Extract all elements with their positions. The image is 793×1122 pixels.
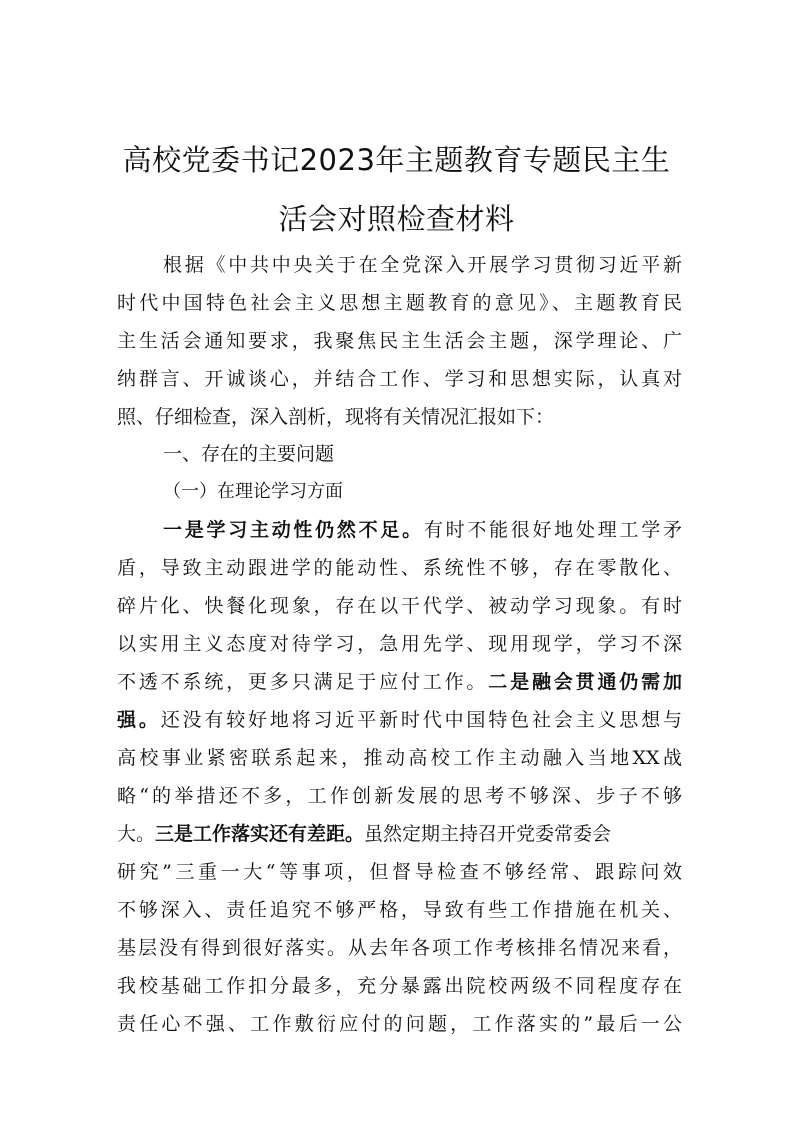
body-line: 略“的举措还不多，工作创新发展的思考不够深、步子不够	[117, 785, 682, 807]
intro-line: 时代中国特色社会主义思想主题教育的意见》、主题教育民	[117, 292, 682, 314]
body-text: 大。	[117, 823, 156, 845]
body-text: 不透不系统，更多只满足于应付工作。	[117, 671, 489, 693]
body-line: 以实用主义态度对待学习，急用先学、现用现学，学习不深	[117, 633, 682, 655]
intro-line: 照、仔细检查，深入剖析，现将有关情况汇报如下：	[117, 406, 555, 428]
point-three-heading: 三是工作落实还有差距。	[155, 823, 365, 845]
body-text: 有时不能很好地处理工学矛	[423, 519, 682, 541]
point-two-heading: 二是融会贯通仍需加	[488, 671, 682, 693]
body-line: 基层没有得到很好落实。从去年各项工作考核排名情况来看，	[117, 937, 682, 959]
point-one-heading: 一是学习主动性仍然不足。	[163, 519, 424, 541]
body-text: 虽然定期主持召开党委常委会	[364, 823, 612, 845]
body-line: 研究”三重一大“等事项，但督导检查不够经常、跟踪问效	[117, 861, 682, 883]
body-line	[117, 706, 682, 734]
point-two-heading-end: 强。	[117, 709, 161, 731]
body-line	[117, 820, 682, 848]
intro-line: 纳群言、开诚谈心，并结合工作、学习和思想实际，认真对	[117, 368, 682, 390]
document-title-line-2: 活会对照检查材料	[278, 202, 515, 236]
body-line: 不够深入、责任追究不够严格，导致有些工作措施在机关、	[117, 899, 682, 921]
intro-line: 主生活会通知要求，我聚焦民主生活会主题，深学理论、广	[117, 330, 682, 352]
body-line: 盾，导致主动跟进学的能动性、系统性不够，存在零散化、	[117, 557, 682, 579]
body-line	[117, 668, 682, 696]
body-line: 碎片化、快餐化现象，存在以干代学、被动学习现象。有时	[117, 595, 682, 617]
body-line: 责任心不强、工作敷衍应付的问题，工作落实的”最后一公	[117, 1013, 682, 1035]
subsection-heading: （一）在理论学习方面	[163, 481, 343, 502]
document-title-line-1: 高校党委书记2023年主题教育专题民主生	[122, 143, 671, 177]
body-text: 还没有较好地将习近平新时代中国特色社会主义思想与	[160, 709, 682, 731]
body-line	[163, 516, 682, 544]
body-line: 高校事业紧密联系起来，推动高校工作主动融入当地XX战	[117, 747, 682, 769]
intro-line: 根据《中共中央关于在全党深入开展学习贯彻习近平新	[163, 254, 682, 276]
section-heading: 一、存在的主要问题	[163, 443, 335, 465]
body-line: 我校基础工作扣分最多，充分暴露出院校两级不同程度存在	[117, 975, 682, 997]
